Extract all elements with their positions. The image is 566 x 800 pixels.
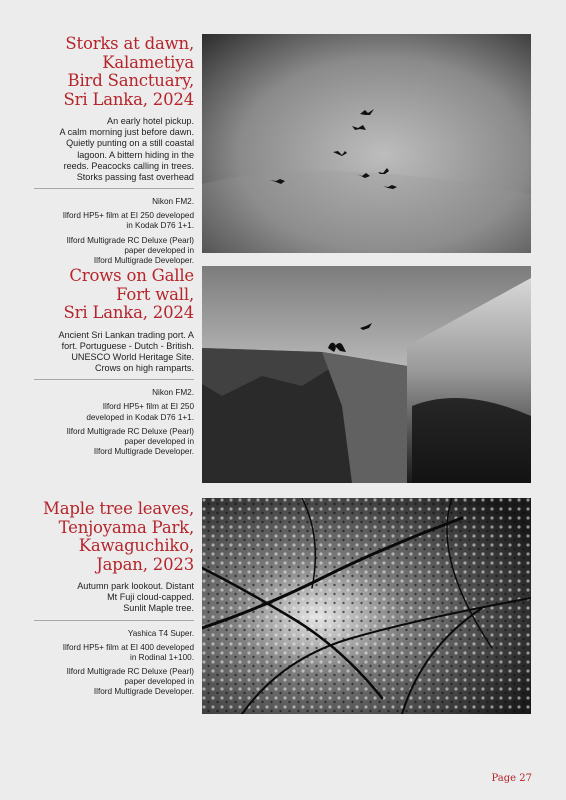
entry-technical: Nikon FM2. Ilford HP5+ film at EI 250 developed in Kodak D76 1+1. Ilford Multigrade RC Deluxe (Pearl) paper developed in Ilford Multigrade Developer.	[34, 388, 194, 457]
entry-title: Maple tree leaves, Tenjoyama Park, Kawaguchiko, Japan, 2023	[43, 499, 194, 574]
entry-text	[34, 35, 194, 266]
divider	[34, 188, 194, 189]
entry-title: Storks at dawn, Kalametiya Bird Sanctuary, Sri Lanka, 2024	[63, 34, 194, 109]
photo-crows	[202, 266, 531, 483]
entry-description: Ancient Sri Lankan trading port. A fort. Portuguese - Dutch - British. UNESCO World Heritage Site. Crows on high ramparts.	[58, 329, 194, 374]
divider	[34, 379, 194, 380]
entry-text	[34, 267, 194, 457]
entry-description: An early hotel pickup. A calm morning just before dawn. Quietly punting on a still coastal lagoon. A bittern hiding in the reeds. Peacocks calling in trees. Storks passing fast overhead	[59, 116, 194, 183]
entry-title: Crows on Galle Fort wall, Sri Lanka, 2024	[63, 266, 194, 322]
entry-description: Autumn park lookout. Distant Mt Fuji cloud-capped. Sunlit Maple tree.	[77, 581, 194, 614]
page-number: Page 27	[491, 773, 532, 784]
camera: Yashica T4 Super.	[127, 628, 194, 638]
camera: Nikon FM2.	[152, 388, 194, 398]
entry-technical: Nikon FM2. Ilford HP5+ film at EI 250 developed in Kodak D76 1+1. Ilford Multigrade RC Deluxe (Pearl) paper developed in Ilford Multigrade Developer.	[34, 197, 194, 266]
camera: Nikon FM2.	[152, 197, 194, 207]
entry-text	[34, 500, 194, 697]
divider	[34, 620, 194, 621]
entry-technical: Yashica T4 Super. Ilford HP5+ film at EI 400 developed in Rodinal 1+100. Ilford Multigrade RC Deluxe (Pearl) paper developed in Ilford Multigrade Developer.	[34, 629, 194, 698]
photo-maple	[202, 498, 531, 714]
photo-storks	[202, 34, 531, 253]
